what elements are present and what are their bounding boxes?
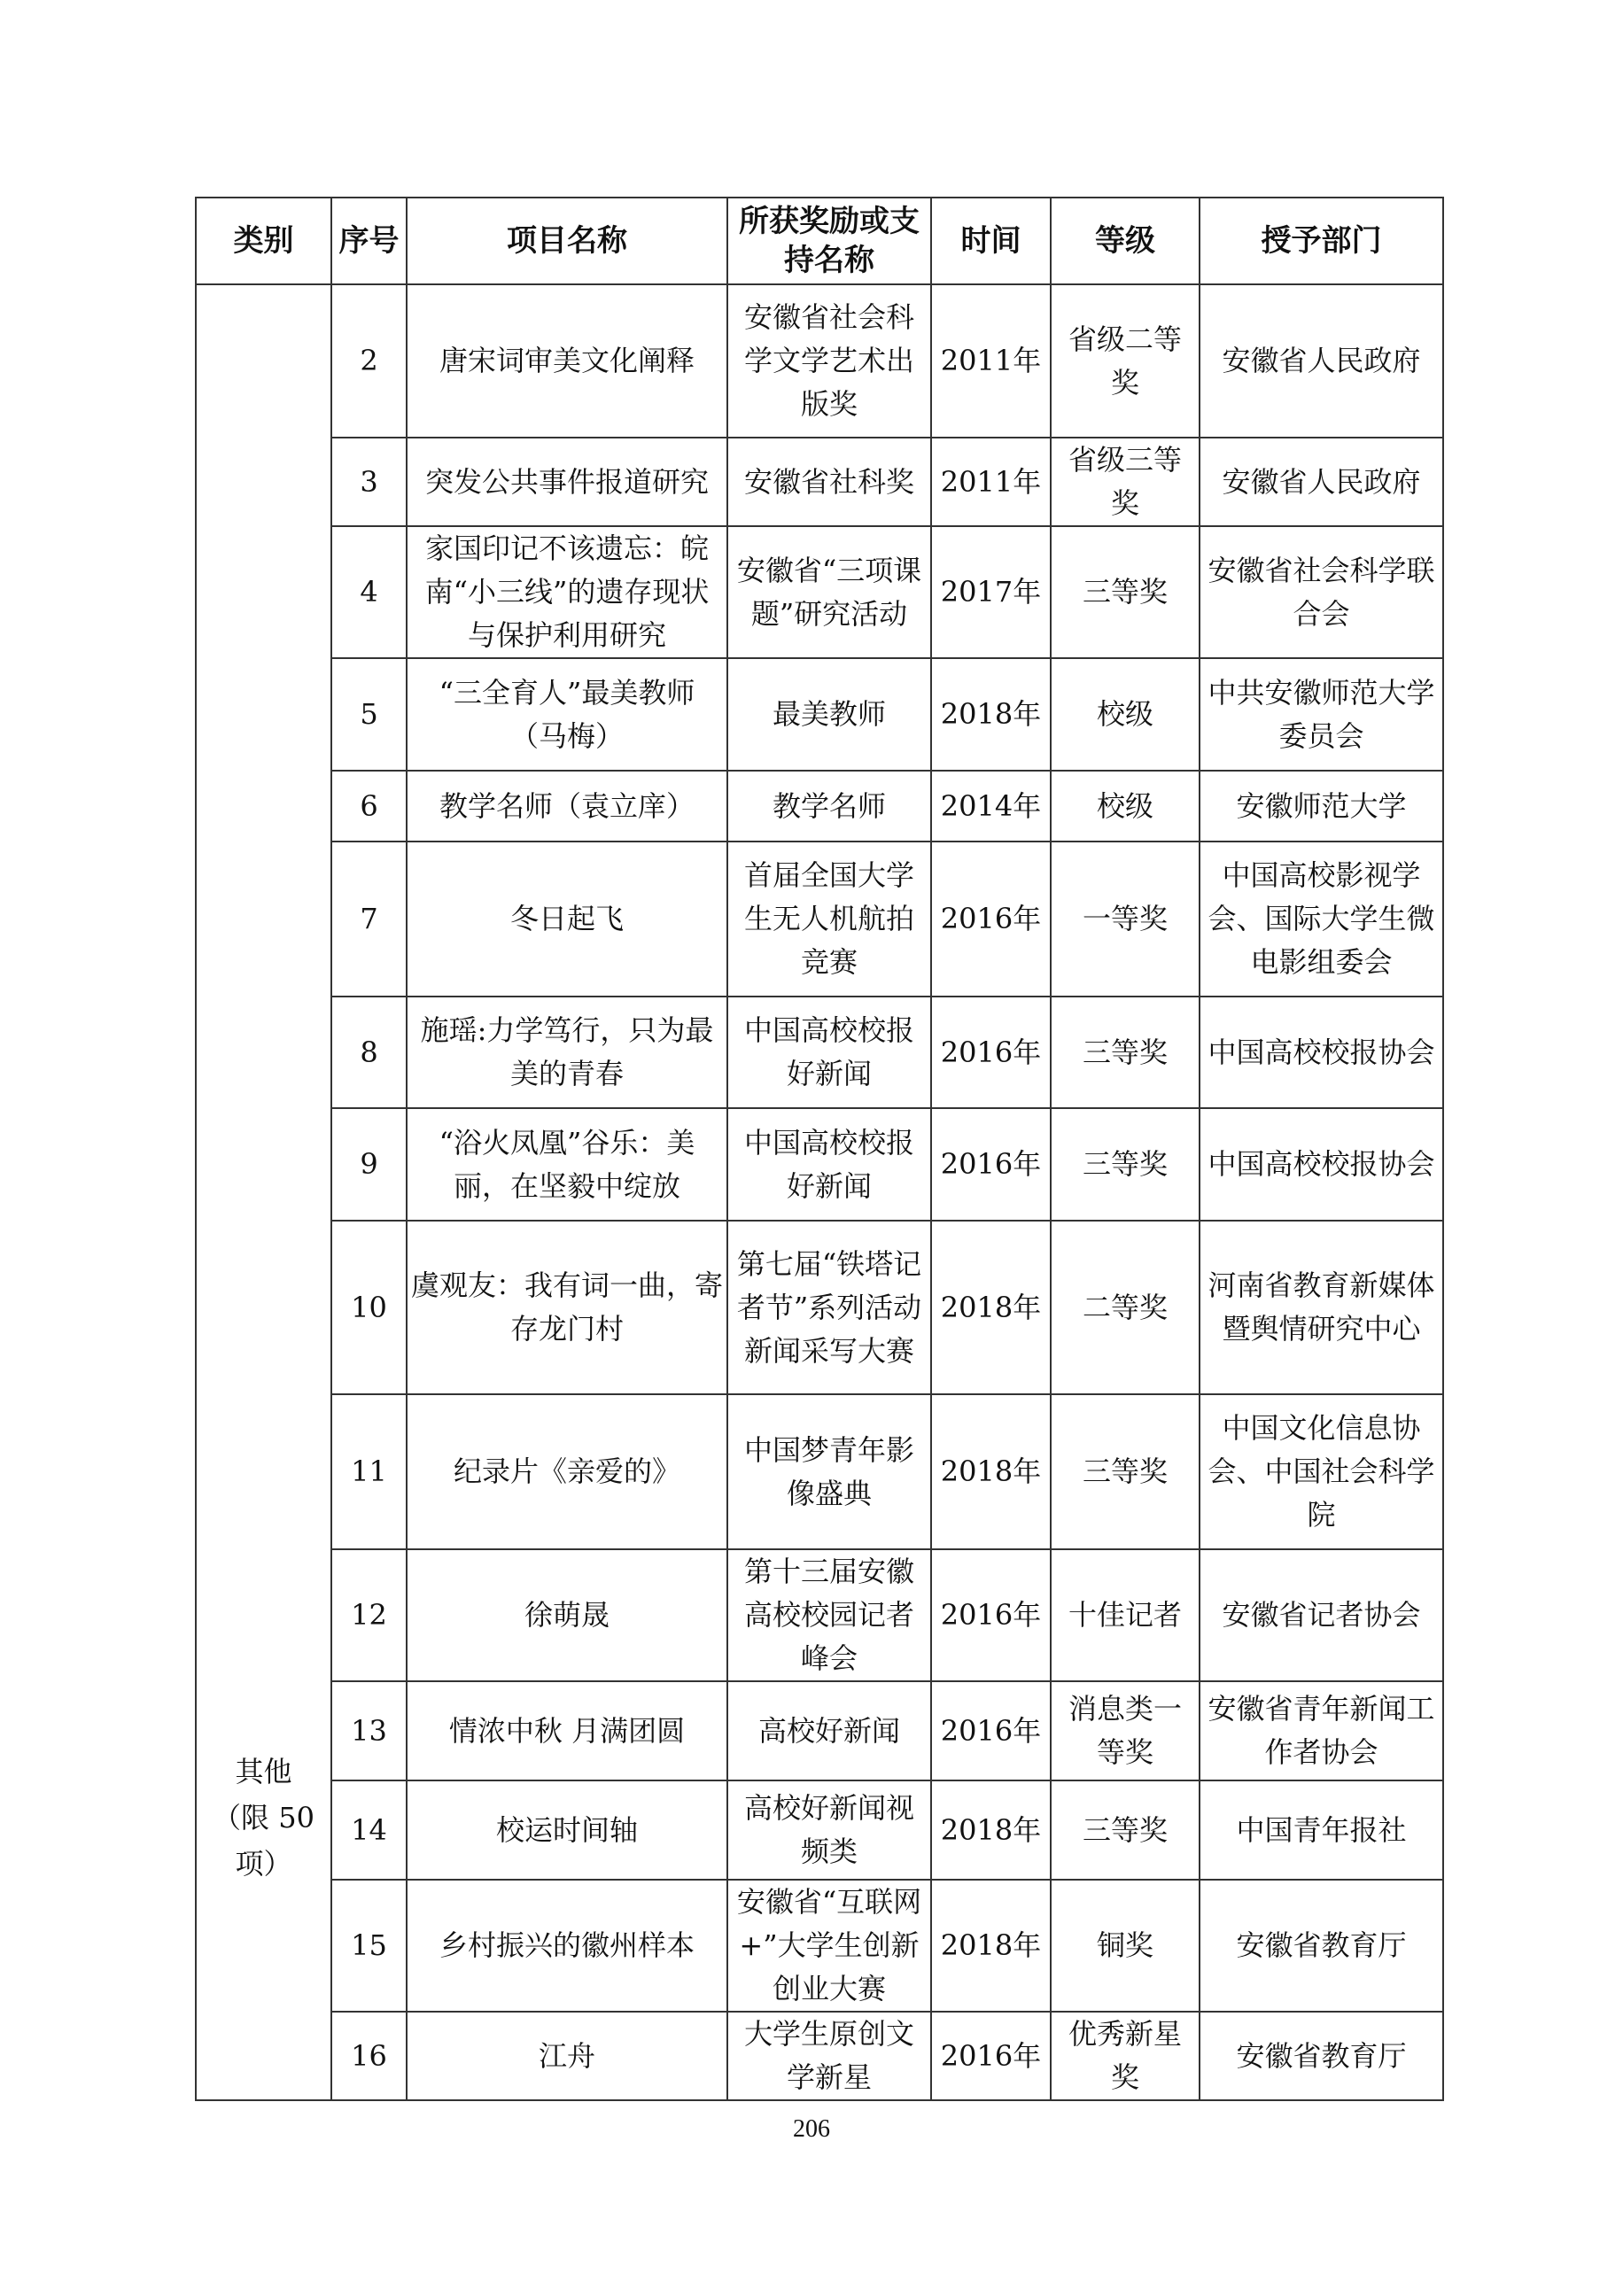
award-year: 2016年 (931, 842, 1051, 997)
granting-department: 河南省教育新媒体暨舆情研究中心 (1200, 1221, 1443, 1394)
award-year: 2018年 (931, 658, 1051, 771)
award-name: 最美教师 (727, 658, 931, 771)
award-name: 中国高校校报好新闻 (727, 1108, 931, 1221)
project-name: 校运时间轴 (407, 1780, 727, 1880)
award-name: 第七届“铁塔记者节”系列活动新闻采写大赛 (727, 1221, 931, 1394)
award-year: 2016年 (931, 1549, 1051, 1681)
project-name: “三全育人”最美教师（马梅） (407, 658, 727, 771)
row-number: 8 (331, 997, 407, 1108)
award-name: 首届全国大学生无人机航拍竞赛 (727, 842, 931, 997)
granting-department: 中国高校校报协会 (1200, 1108, 1443, 1221)
award-name: 教学名师 (727, 771, 931, 842)
header-number: 序号 (331, 198, 407, 284)
project-name: 教学名师（袁立庠） (407, 771, 727, 842)
table-row (196, 1880, 1443, 2012)
project-name: 纪录片《亲爱的》 (407, 1394, 727, 1549)
award-level: 二等奖 (1051, 1221, 1200, 1394)
row-number: 16 (331, 2012, 407, 2100)
granting-department: 中国高校影视学会、国际大学生微电影组委会 (1200, 842, 1443, 997)
table-row (196, 1221, 1443, 1394)
row-number: 5 (331, 658, 407, 771)
header-project-name: 项目名称 (407, 198, 727, 284)
award-level: 省级二等奖 (1051, 284, 1200, 438)
award-name: 安徽省社科奖 (727, 438, 931, 526)
granting-department: 安徽省社会科学联合会 (1200, 526, 1443, 658)
table-row (196, 438, 1443, 526)
award-level: 校级 (1051, 771, 1200, 842)
project-name: 家国印记不该遗忘：皖南“小三线”的遗存现状与保护利用研究 (407, 526, 727, 658)
award-year: 2016年 (931, 1681, 1051, 1780)
project-name: 乡村振兴的徽州样本 (407, 1880, 727, 2012)
awards-table (195, 197, 1444, 2101)
table-row (196, 1108, 1443, 1221)
table-row (196, 1394, 1443, 1549)
award-name: 第十三届安徽高校校园记者峰会 (727, 1549, 931, 1681)
award-name: 大学生原创文学新星 (727, 2012, 931, 2100)
granting-department: 中共安徽师范大学委员会 (1200, 658, 1443, 771)
award-name: 中国梦青年影像盛典 (727, 1394, 931, 1549)
award-name: 安徽省社会科学文学艺术出版奖 (727, 284, 931, 438)
award-name: 安徽省“三项课题”研究活动 (727, 526, 931, 658)
award-level: 一等奖 (1051, 842, 1200, 997)
award-name: 中国高校校报好新闻 (727, 997, 931, 1108)
award-level: 三等奖 (1051, 1394, 1200, 1549)
project-name: 情浓中秋 月满团圆 (407, 1681, 727, 1780)
header-award-name: 所获奖励或支持名称 (727, 198, 931, 284)
row-number: 7 (331, 842, 407, 997)
granting-department: 中国文化信息协会、中国社会科学院 (1200, 1394, 1443, 1549)
row-number: 10 (331, 1221, 407, 1394)
award-year: 2018年 (931, 1880, 1051, 2012)
table-row (196, 1780, 1443, 1880)
row-number: 4 (331, 526, 407, 658)
project-name: 江舟 (407, 2012, 727, 2100)
award-level: 三等奖 (1051, 1780, 1200, 1880)
row-number: 15 (331, 1880, 407, 2012)
award-year: 2011年 (931, 438, 1051, 526)
row-number: 13 (331, 1681, 407, 1780)
table-row (196, 1549, 1443, 1681)
award-year: 2011年 (931, 284, 1051, 438)
award-name: 安徽省“互联网+”大学生创新创业大赛 (727, 1880, 931, 2012)
granting-department: 安徽省青年新闻工作者协会 (1200, 1681, 1443, 1780)
table-row (196, 771, 1443, 842)
granting-department: 安徽省人民政府 (1200, 284, 1443, 438)
header-level: 等级 (1051, 198, 1200, 284)
award-level: 十佳记者 (1051, 1549, 1200, 1681)
award-level: 校级 (1051, 658, 1200, 771)
award-name: 高校好新闻视频类 (727, 1780, 931, 1880)
table-row (196, 997, 1443, 1108)
row-number: 12 (331, 1549, 407, 1681)
granting-department: 安徽省教育厅 (1200, 1880, 1443, 2012)
project-name: 冬日起飞 (407, 842, 727, 997)
granting-department: 安徽省人民政府 (1200, 438, 1443, 526)
award-year: 2014年 (931, 771, 1051, 842)
award-year: 2016年 (931, 1108, 1051, 1221)
granting-department: 中国高校校报协会 (1200, 997, 1443, 1108)
table-row (196, 284, 1443, 438)
award-level: 三等奖 (1051, 997, 1200, 1108)
table-row (196, 526, 1443, 658)
project-name: 徐萌晟 (407, 1549, 727, 1681)
project-name: 唐宋词审美文化阐释 (407, 284, 727, 438)
project-name: “浴火凤凰”谷乐：美丽，在坚毅中绽放 (407, 1108, 727, 1221)
row-number: 2 (331, 284, 407, 438)
granting-department: 安徽省教育厅 (1200, 2012, 1443, 2100)
award-level: 优秀新星奖 (1051, 2012, 1200, 2100)
granting-department: 中国青年报社 (1200, 1780, 1443, 1880)
header-time: 时间 (931, 198, 1051, 284)
row-number: 6 (331, 771, 407, 842)
header-department: 授予部门 (1200, 198, 1443, 284)
header-row (196, 198, 1443, 284)
table-row (196, 658, 1443, 771)
award-year: 2018年 (931, 1394, 1051, 1549)
award-year: 2018年 (931, 1221, 1051, 1394)
table-row (196, 1681, 1443, 1780)
project-name: 施瑶:力学笃行，只为最美的青春 (407, 997, 727, 1108)
award-level: 三等奖 (1051, 1108, 1200, 1221)
award-year: 2016年 (931, 2012, 1051, 2100)
table-row (196, 2012, 1443, 2100)
granting-department: 安徽省记者协会 (1200, 1549, 1443, 1681)
table-row (196, 842, 1443, 997)
granting-department: 安徽师范大学 (1200, 771, 1443, 842)
header-category: 类别 (196, 198, 331, 284)
row-number: 14 (331, 1780, 407, 1880)
award-level: 省级三等奖 (1051, 438, 1200, 526)
page-number: 206 (793, 2115, 830, 2143)
award-year: 2017年 (931, 526, 1051, 658)
category-cell: 其他 （限 50 项） (196, 284, 331, 2100)
award-level: 消息类一等奖 (1051, 1681, 1200, 1780)
award-year: 2018年 (931, 1780, 1051, 1880)
project-name: 虞观友：我有词一曲，寄存龙门村 (407, 1221, 727, 1394)
award-level: 三等奖 (1051, 526, 1200, 658)
row-number: 11 (331, 1394, 407, 1549)
project-name: 突发公共事件报道研究 (407, 438, 727, 526)
row-number: 3 (331, 438, 407, 526)
award-name: 高校好新闻 (727, 1681, 931, 1780)
award-level: 铜奖 (1051, 1880, 1200, 2012)
row-number: 9 (331, 1108, 407, 1221)
award-year: 2016年 (931, 997, 1051, 1108)
